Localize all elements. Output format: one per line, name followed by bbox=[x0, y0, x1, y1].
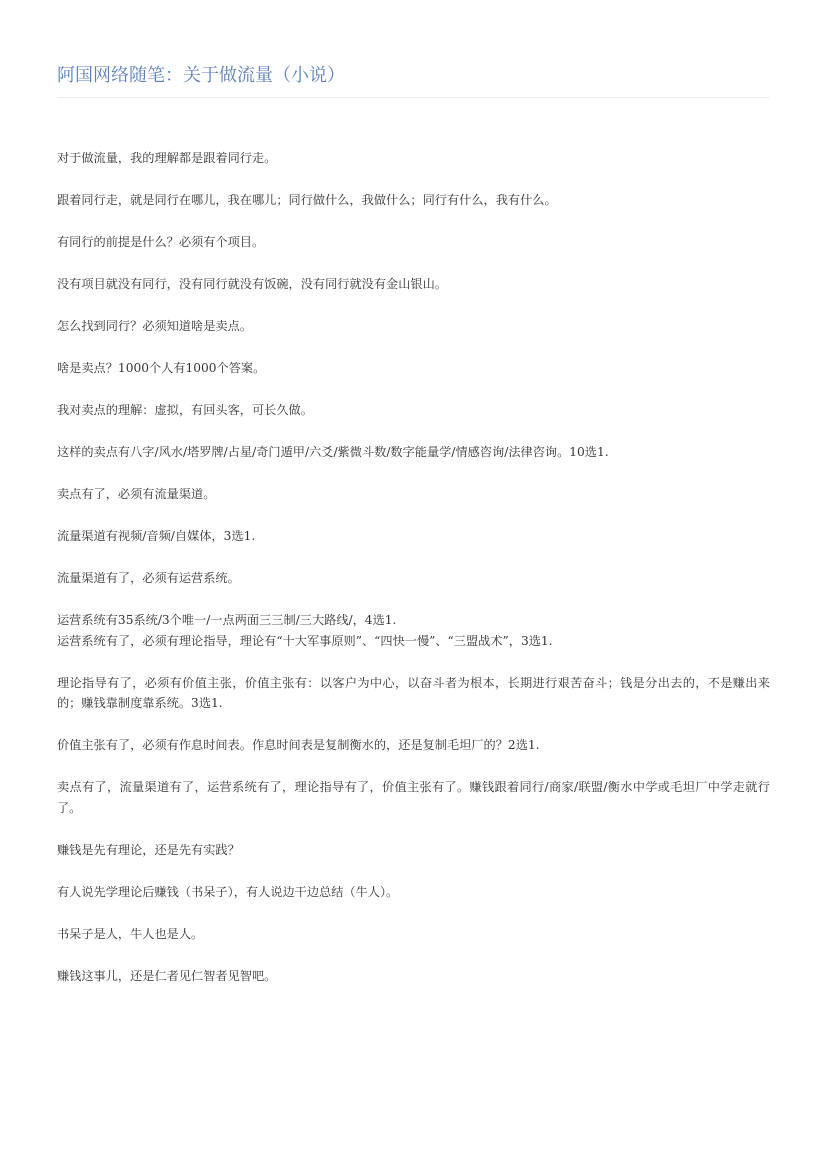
paragraph: 跟着同行走，就是同行在哪儿，我在哪儿；同行做什么，我做什么；同行有什么，我有什么。 bbox=[57, 193, 557, 207]
paragraph: 怎么找到同行？必须知道啥是卖点。 bbox=[57, 319, 252, 333]
paragraph: 卖点有了，必须有流量渠道。 bbox=[57, 487, 216, 501]
paragraph: 赚钱是先有理论，还是先有实践？ bbox=[57, 842, 240, 857]
paragraph: 对于做流量，我的理解都是跟着同行走。 bbox=[57, 151, 277, 165]
paragraph: 价值主张有了，必须有作息时间表。作息时间表是复制衡水的，还是复制毛坦厂的？2选1. bbox=[57, 738, 540, 752]
paragraph: 啥是卖点？1000个人有1000个答案。 bbox=[57, 361, 266, 375]
paragraph: 没有项目就没有同行，没有同行就没有饭碗，没有同行就没有金山银山。 bbox=[57, 277, 447, 291]
paragraph: 理论指导有了，必须有价值主张，价值主张有：以客户为中心，以奋斗者为根本，长期进行艰苦奋斗；钱是分出去的，不是赚出来的；赚钱靠制度靠系统。3选1. bbox=[57, 675, 770, 710]
paragraph: 书呆子是人，牛人也是人。 bbox=[57, 926, 204, 941]
title-divider bbox=[57, 97, 770, 98]
paragraph: 有同行的前提是什么？必须有个项目。 bbox=[57, 235, 265, 249]
paragraph: 卖点有了，流量渠道有了，运营系统有了，理论指导有了，价值主张有了。赚钱跟着同行/商家/联盟/衡水中学或毛坦厂中学走就行了。 bbox=[57, 780, 770, 815]
paragraph: 赚钱这事儿，还是仁者见仁智者见智吧。 bbox=[57, 968, 277, 983]
article-title: 阿国网络随笔：关于做流量（小说） bbox=[57, 65, 345, 86]
paragraph: 流量渠道有了，必须有运营系统。 bbox=[57, 571, 240, 585]
paragraph: 流量渠道有视频/音频/自媒体，3选1. bbox=[57, 529, 256, 543]
article-body bbox=[57, 148, 770, 1008]
paragraph: 运营系统有了，必须有理论指导，理论有“十大军事原则”、“四快一慢”、“三盟战术”，3选1. bbox=[57, 633, 553, 648]
paragraph: 运营系统有35系统/3个唯一/一点两面三三制/三大路线/，4选1. bbox=[57, 613, 397, 627]
paragraph: 这样的卖点有八字/风水/塔罗牌/占星/奇门遁甲/六爻/紫微斗数/数字能量学/情感咨询/法律咨询。10选1. bbox=[57, 445, 609, 459]
paragraph: 有人说先学理论后赚钱（书呆子），有人说边干边总结（牛人）。 bbox=[57, 884, 399, 899]
paragraph: 我对卖点的理解：虚拟，有回头客，可长久做。 bbox=[57, 403, 313, 417]
